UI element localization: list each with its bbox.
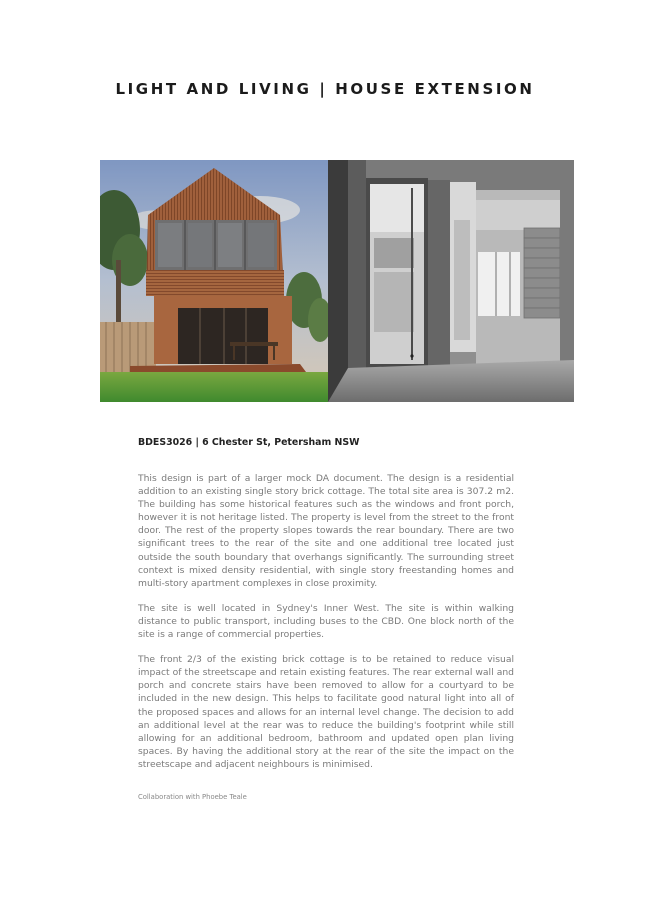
exterior-render-image xyxy=(100,160,328,402)
collaboration-credit: Collaboration with Phoebe Teale xyxy=(138,793,247,801)
description-paragraph: The front 2/3 of the existing brick cottage is to be retained to reduce visual impact of the streetscape and retain existing features. The rear external wall and porch and concrete stairs have been removed to allow for a courtyard to be included in the new design. This helps to facilitate good natural light into all of the proposed spaces and allows for an internal level change. The decision to add an additional level at the rear was to reduce the building's footprint while still allowing for an additional bedroom, bathroom and updated open plan living spaces. By having the additional story at the rear of the site the impact on the streetscape and adjacent neighbours is minimised. xyxy=(138,654,514,770)
hero-images xyxy=(100,160,574,402)
project-description xyxy=(138,472,514,783)
page-title: LIGHT AND LIVING | HOUSE EXTENSION xyxy=(115,80,535,98)
project-subtitle: BDES3026 | 6 Chester St, Petersham NSW xyxy=(138,437,360,448)
interior-render-image xyxy=(328,160,574,402)
description-paragraph: The site is well located in Sydney's Inner West. The site is within walking distance to public transport, including buses to the CBD. One block north of the site is a range of commercial properties. xyxy=(138,602,514,641)
description-paragraph: This design is part of a larger mock DA document. The design is a residential addition to an existing single story brick cottage. The total site area is 307.2 m2. The building has some historical features such as the windows and front porch, however it is not heritage listed. The property is level from the street to the front door. The rest of the property slopes towards the rear boundary. There are two significant trees to the rear of the site and one additional tree located just outside the south boundary that overhangs significantly. The surrounding street context is mixed density residential, with single story freestanding homes and multi-story apartment complexes in close proximity. xyxy=(138,473,514,589)
